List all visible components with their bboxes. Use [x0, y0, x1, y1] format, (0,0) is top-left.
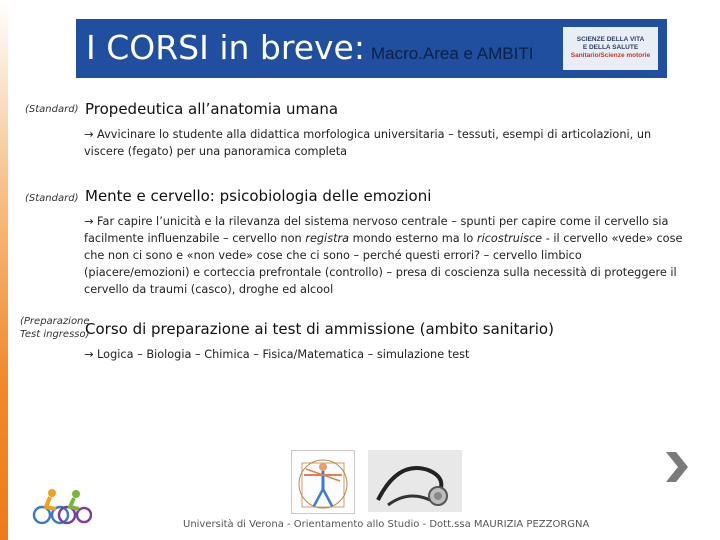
cyclists-logo	[32, 487, 92, 525]
footer-text: Università di Verona - Orientamento allo Studio - Dott.ssa MAURIZIA PEZZORGNA	[183, 519, 590, 530]
desc-part: - il cervello «vede» cose che non ci sono e «non vede» cose che ci sono – perché questi errori? – cervello limbico (piacere/emozioni) e corteccia prefrontale (controllo) – presa di coscienza sulla necessità di proteggere il cervello da traumi (casco), droghe ed alcool	[84, 232, 683, 296]
page-title-sub: Macro.Area e AMBITI	[370, 44, 534, 63]
course-description: → Avvicinare lo studente alla didattica morfologica universitaria – tessuti, esempi di articolazioni, un viscere (fegato) per una panoramica completa	[84, 128, 652, 158]
desc-emphasis: registra	[305, 232, 350, 245]
desc-part: mondo esterno ma lo	[349, 232, 477, 245]
logo-line-2: E DELLA SALUTE	[582, 44, 639, 51]
course-tag	[20, 315, 90, 341]
logo-line-1: SCIENZE DELLA VITA	[576, 36, 645, 43]
desc-part: → Far capire l’unicità e la rilevanza del sistema nervoso centrale – spunti per capire come il cervello sia facilmente influenzabile – cervello non	[84, 215, 669, 245]
stethoscope-image	[368, 450, 462, 512]
orange-side-bar	[0, 0, 8, 540]
course-title: Mente e cervello: psicobiologia delle emozioni	[85, 187, 432, 205]
course-tag: (Standard)	[25, 104, 79, 115]
chevron-right-icon[interactable]	[662, 450, 690, 484]
course-tag: (Standard)	[25, 193, 79, 204]
vitruvian-man-image	[291, 450, 355, 514]
course-description	[84, 213, 687, 298]
logo-line-3: Sanitario/Scienze motorie	[570, 52, 651, 59]
course-title: Corso di preparazione ai test di ammissione (ambito sanitario)	[85, 320, 554, 338]
page-title-main: I CORSI in breve:	[86, 28, 365, 67]
course-title: Propedeutica all’anatomia umana	[85, 100, 339, 118]
course-tag-line: Test ingresso)	[20, 329, 90, 340]
title-banner	[76, 19, 667, 78]
course-description: → Logica – Biologia – Chimica – Fisica/Matematica – simulazione test	[84, 348, 470, 361]
page-title	[86, 28, 533, 67]
course-tag-line: (Preparazione	[20, 316, 90, 327]
desc-emphasis: ricostruisce	[476, 232, 543, 245]
department-logo	[563, 27, 658, 70]
